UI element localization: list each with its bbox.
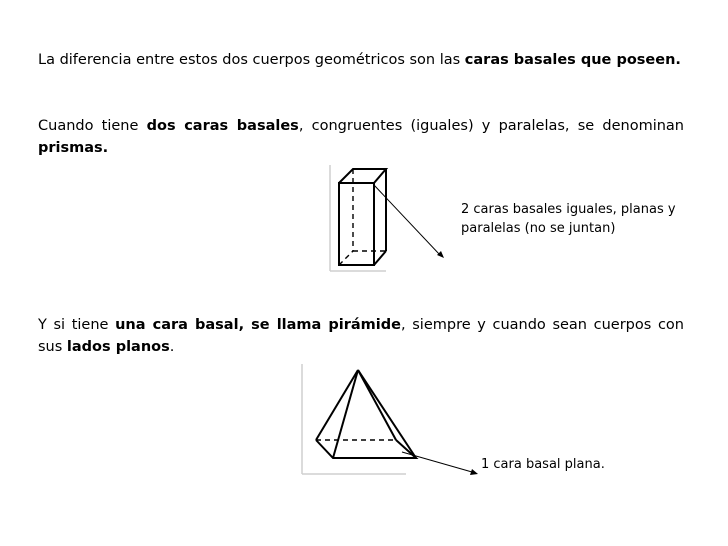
- pyramid-note: 1 cara basal plana.: [481, 457, 605, 472]
- intro-paragraph: La diferencia entre estos dos cuerpos geométricos son las caras basales que poseen.: [38, 52, 681, 68]
- prism-note: 2 caras basales iguales, planas y paralelas (no se juntan): [461, 202, 676, 236]
- prism-definition-paragraph: Cuando tiene dos caras basales, congruentes (iguales) y paralelas, se denominan prismas.: [38, 118, 684, 156]
- pyramid-definition-paragraph: Y si tiene una cara basal, se llama pirámide, siempre y cuando sean cuerpos con sus lados planos.: [38, 317, 684, 355]
- prism-figure: [326, 163, 452, 275]
- pyramid-figure: [294, 362, 484, 480]
